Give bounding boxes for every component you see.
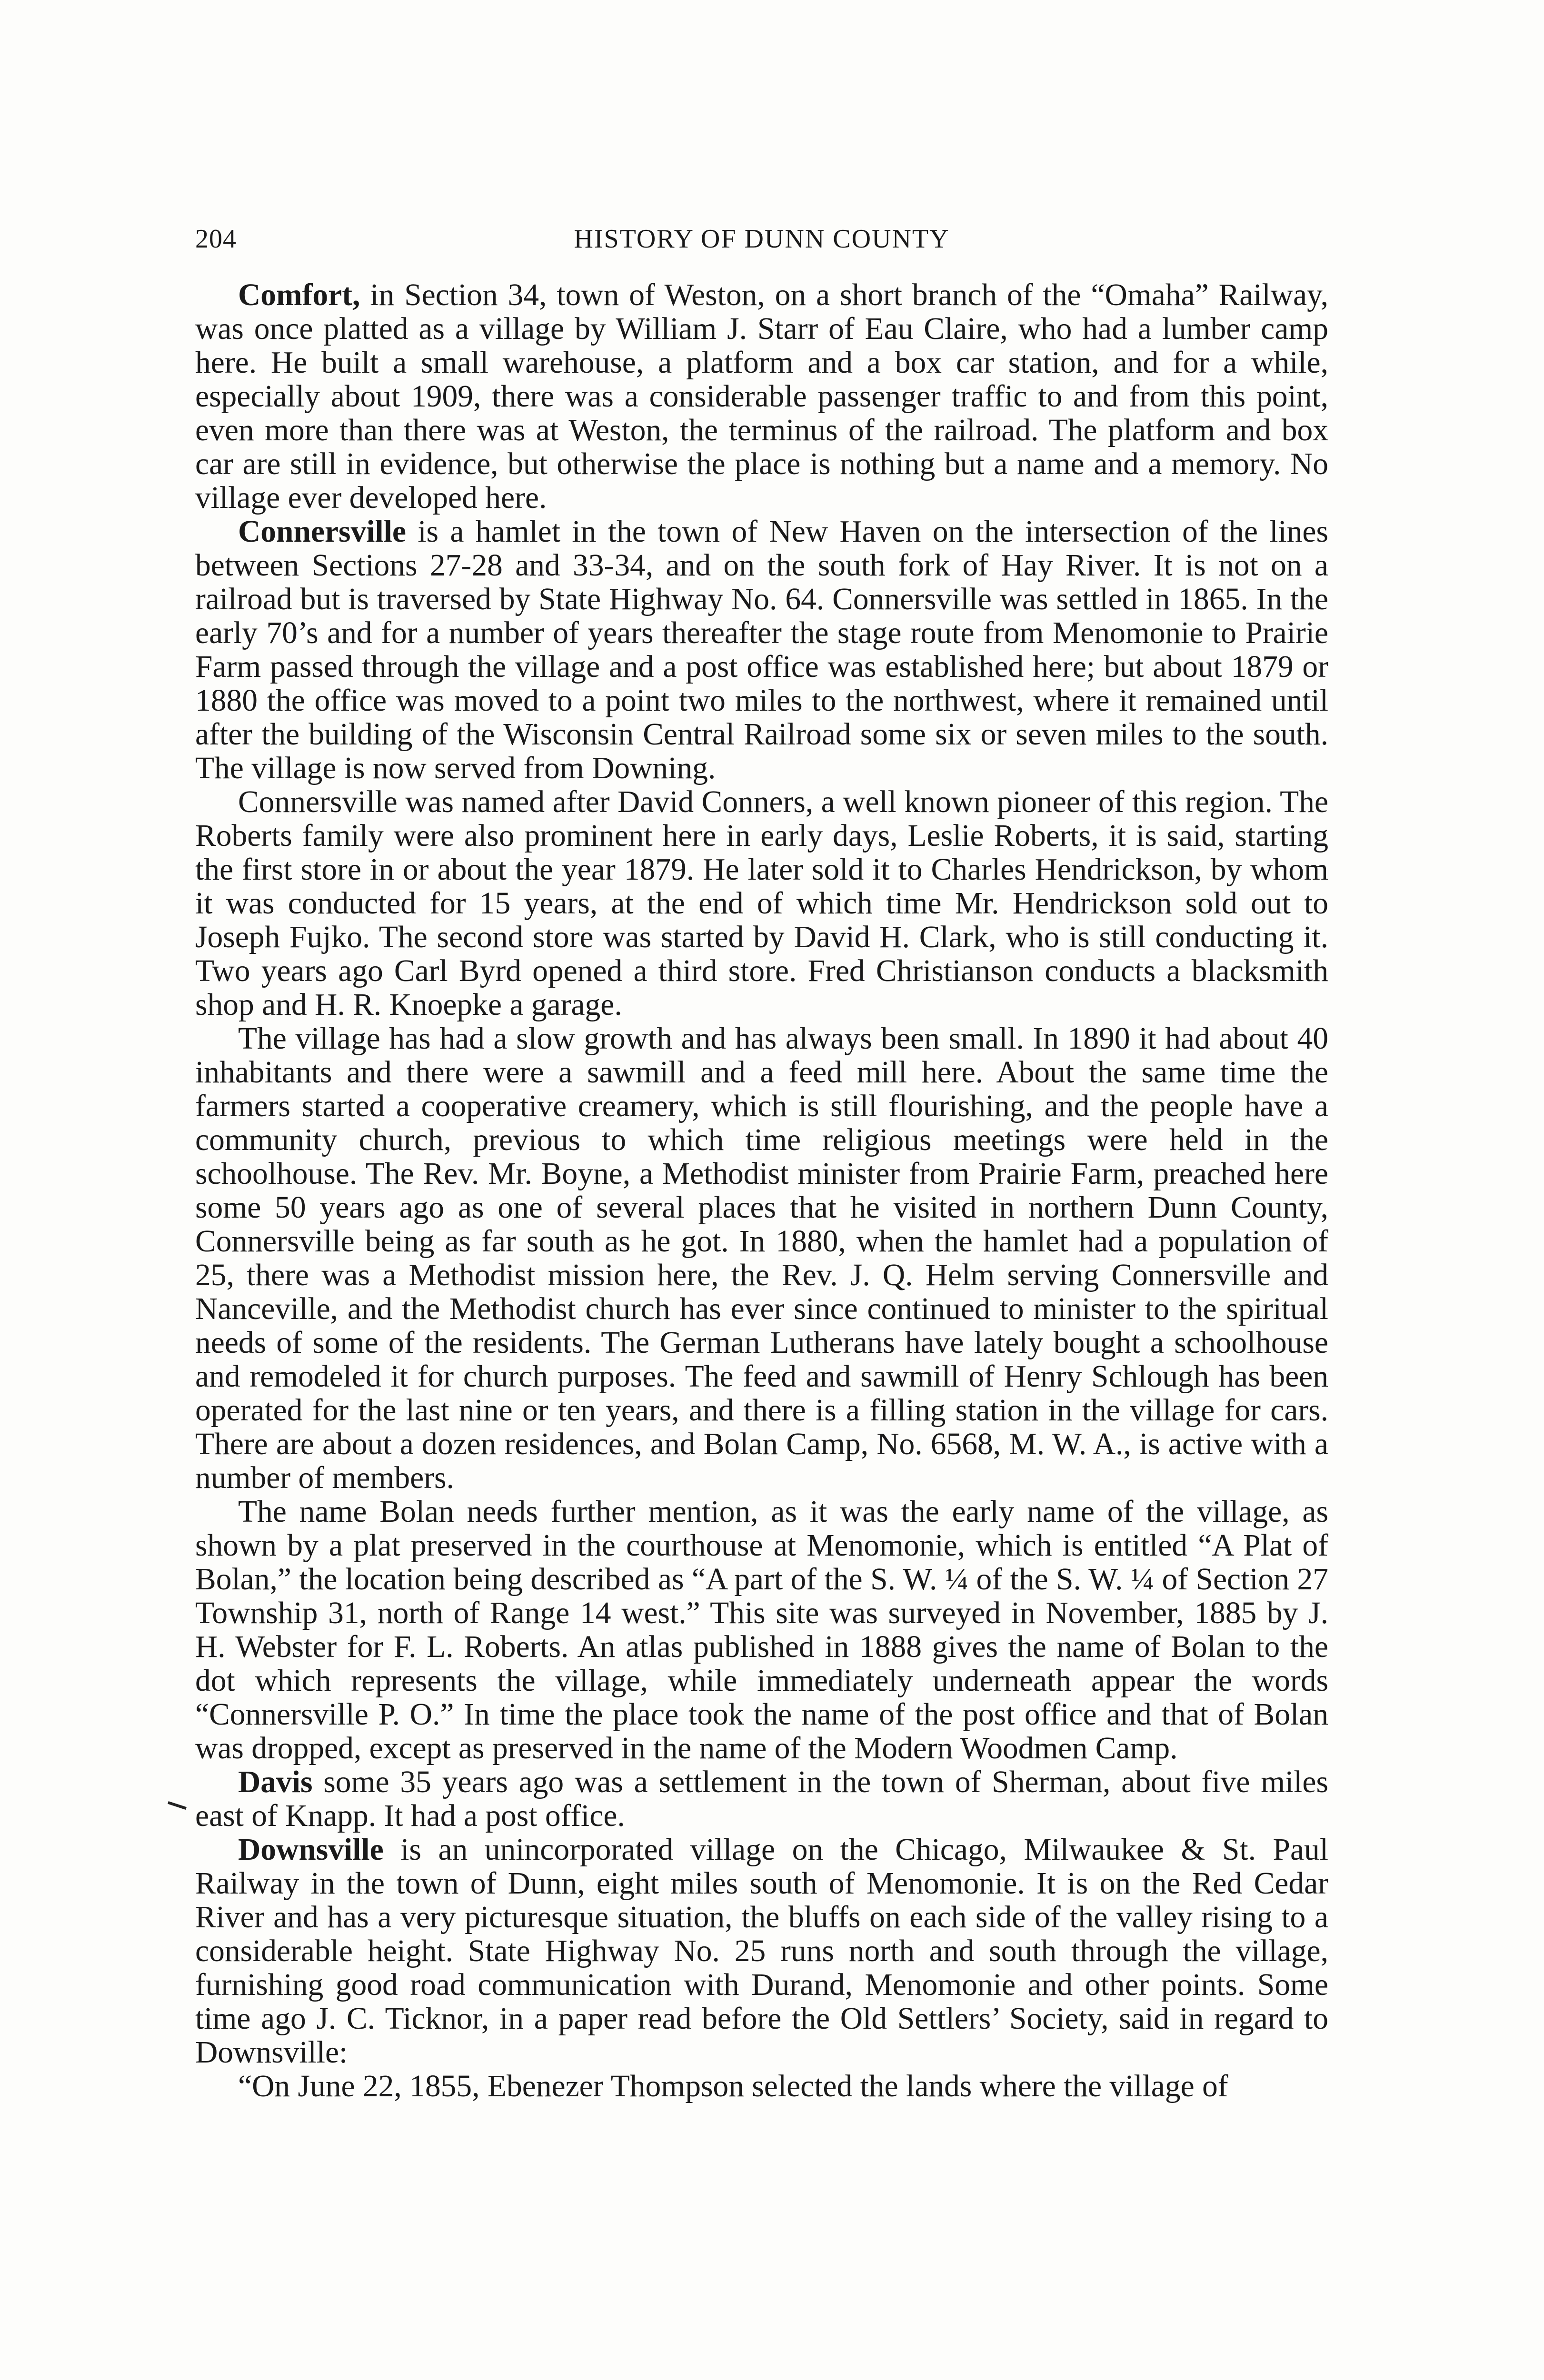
paragraph-text: “On June 22, 1855, Ebenezer Thompson selected the lands where the village of: [238, 2069, 1228, 2103]
stray-ink-mark: [168, 1801, 187, 1810]
paragraph-quote-start: [195, 2070, 1328, 2103]
paragraph-text: is an unincorporated village on the Chicago, Milwaukee & St. Paul Railway in the town of Dunn, eight miles south of Menomonie. It is on the Red Cedar River and has a very picturesque situation, the bluffs on each side of the valley rising to a considerable height. State Highway No. 25 runs north and south through the village, furnishing good road communication with Durand, Menomonie and other points. Some time ago J. C. Ticknor, in a paper read before the Old Settlers’ Society, said in regard to Downsville:: [195, 1833, 1328, 2070]
paragraph-connersville: [195, 515, 1328, 785]
paragraph-downsville: [195, 1833, 1328, 2070]
entry-heading-connersville: Connersville: [238, 515, 406, 549]
paragraph-text: Connersville was named after David Conners, a well known pioneer of this region. The Roberts family were also prominent here in early days, Leslie Roberts, it is said, starting the first store in or about the year 1879. He later sold it to Charles Hendrickson, by whom it was conducted for 15 years, at the end of which time Mr. Hendrickson sold out to Joseph Fujko. The second store was started by David H. Clark, who is still conducting it. Two years ago Carl Byrd opened a third store. Fred Christianson conducts a blacksmith shop and H. R. Knoepke a garage.: [195, 785, 1328, 1022]
paragraph-text: The village has had a slow growth and has always been small. In 1890 it had about 40 inhabitants and there were a sawmill and a feed mill here. About the same time the farmers started a cooperative creamery, which is still flourishing, and the people have a community church, previous to which time religious meetings were held in the schoolhouse. The Rev. Mr. Boyne, a Methodist minister from Prairie Farm, preached here some 50 years ago as one of several places that he visited in northern Dunn County, Connersville being as far south as he got. In 1880, when the hamlet had a population of 25, there was a Methodist mission here, the Rev. J. Q. Helm serving Connersville and Nanceville, and the Methodist church has ever since continued to minister to the spiritual needs of some of the residents. The German Lutherans have lately bought a schoolhouse and remodeled it for church purposes. The feed and sawmill of Henry Schlough has been operated for the last nine or ten years, and there is a filling station in the village for cars. There are about a dozen residences, and Bolan Camp, No. 6568, M. W. A., is active with a number of members.: [195, 1021, 1328, 1495]
paragraph-comfort: [195, 278, 1328, 515]
paragraph-village-growth: [195, 1022, 1328, 1495]
paragraph-text: some 35 years ago was a settlement in the town of Sherman, about five miles east of Knapp. It had a post office.: [195, 1765, 1328, 1833]
paragraph-bolan: [195, 1495, 1328, 1765]
entry-heading-downsville: Downsville: [238, 1833, 384, 1867]
paragraph-text: is a hamlet in the town of New Haven on the intersection of the lines between Sections 27-28 and 33-34, and on the south fork of Hay River. It is not on a railroad but is traversed by State Highway No. 64. Connersville was settled in 1865. In the early 70’s and for a number of years thereafter the stage route from Menomonie to Prairie Farm passed through the village and a post office was established here; but about 1879 or 1880 the office was moved to a point two miles to the northwest, where it remained until after the building of the Wisconsin Central Railroad some six or seven miles to the south. The village is now served from Downing.: [195, 515, 1328, 785]
paragraph-text: in Section 34, town of Weston, on a short branch of the “Omaha” Railway, was once platted as a village by William J. Starr of Eau Claire, who had a lumber camp here. He built a small warehouse, a platform and a box car station, and for a while, especially about 1909, there was a considerable passenger traffic to and from this point, even more than there was at Weston, the terminus of the railroad. The platform and box car are still in evidence, but otherwise the place is nothing but a name and a memory. No village ever developed here.: [195, 278, 1328, 515]
paragraph-connersville-naming: [195, 785, 1328, 1022]
entry-heading-comfort: Comfort,: [238, 278, 360, 312]
body-text: [195, 278, 1328, 2103]
page-number: 204: [195, 224, 237, 254]
page-header: [195, 224, 1328, 262]
paragraph-text: The name Bolan needs further mention, as it was the early name of the village, as shown by a plat preserved in the courthouse at Menomonie, which is entitled “A Plat of Bolan,” the location being described as “A part of the S. W. ¼ of the S. W. ¼ of Section 27 Township 31, north of Range 14 west.” This site was surveyed in November, 1885 by J. H. Webster for F. L. Roberts. An atlas published in 1888 gives the name of Bolan to the dot which represents the village, while immediately underneath appear the words “Connersville P. O.” In time the place took the name of the post office and that of Bolan was dropped, except as preserved in the name of the Modern Woodmen Camp.: [195, 1495, 1328, 1765]
paragraph-davis: [195, 1765, 1328, 1833]
entry-heading-davis: Davis: [238, 1765, 313, 1799]
running-title: HISTORY OF DUNN COUNTY: [574, 224, 950, 254]
